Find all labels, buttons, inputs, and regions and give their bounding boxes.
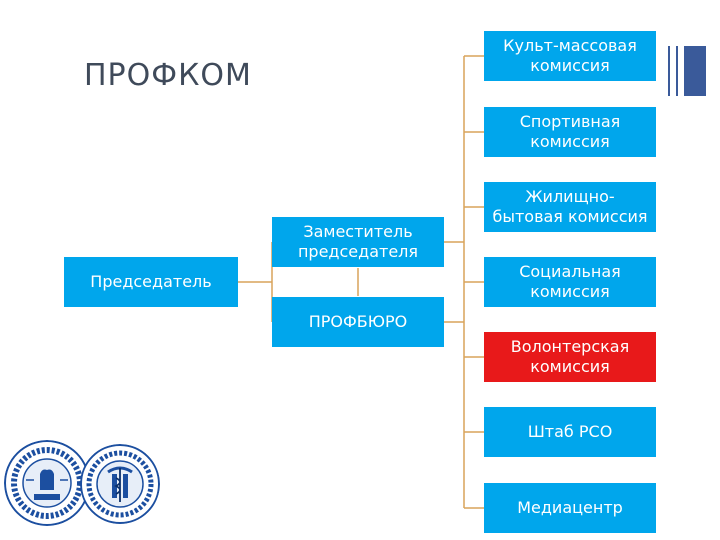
university-seal-icon (4, 440, 90, 526)
commission-sports: Спортивная комиссия (484, 107, 656, 157)
commission-rso: Штаб РСО (484, 407, 656, 457)
commission-cultural: Культ-массовая комиссия (484, 31, 656, 81)
medical-emblem-icon (80, 444, 160, 524)
bureau-box: ПРОФБЮРО (272, 297, 444, 347)
commission-media: Медиацентр (484, 483, 656, 533)
chairman-box: Председатель (64, 257, 238, 307)
commission-housing: Жилищно- бытовая комиссия (484, 182, 656, 232)
commission-social: Социальная комиссия (484, 257, 656, 307)
deputy-box: Заместитель председателя (272, 217, 444, 267)
page-title: ПРОФКОМ (84, 58, 252, 93)
commission-volunteer: Волонтерская комиссия (484, 332, 656, 382)
